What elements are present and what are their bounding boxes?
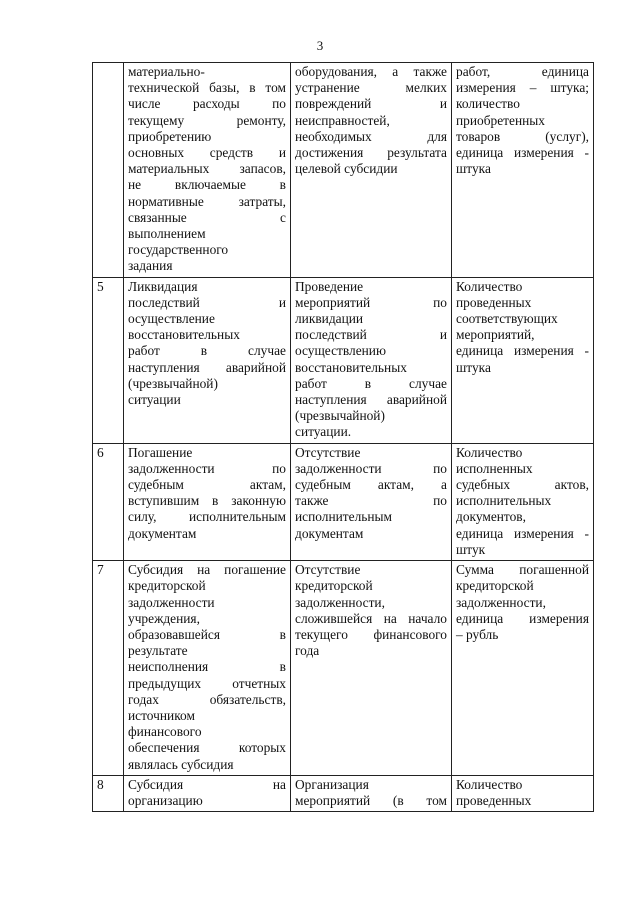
row-number [93, 63, 124, 278]
measure-cell [124, 63, 291, 278]
text-line: вступившим в законную [128, 493, 286, 509]
text-line: ликвидации [295, 311, 364, 327]
text-line: силу, исполнительным [128, 509, 286, 525]
text-line: исполнительным [295, 509, 393, 525]
text-line: достижения результата [295, 145, 447, 161]
measure-cell [124, 277, 291, 443]
text-line: единица измерения - [456, 525, 589, 541]
table-row [93, 775, 594, 811]
text-line: годах обязательств, [128, 691, 286, 707]
table-row [93, 561, 594, 776]
text-line: работ в случае [128, 343, 286, 359]
measure-cell [124, 561, 291, 776]
text-line: организацию [128, 792, 203, 808]
text-line: проведенных [456, 294, 532, 310]
result-cell [291, 443, 452, 560]
text-line: ситуации. [295, 424, 352, 440]
text-line: Погашение [128, 444, 193, 460]
text-line: штук [456, 541, 486, 557]
text-line: наступления аварийной [295, 392, 447, 408]
text-line: осуществление [128, 311, 215, 327]
result-cell [291, 561, 452, 776]
text-line: образовавшейся в [128, 626, 286, 642]
text-line: документам [128, 525, 197, 541]
text-line: восстановительных [295, 359, 407, 375]
row-number: 7 [93, 561, 124, 776]
text-line: Субсидия на [128, 776, 286, 792]
text-line: исполненных [456, 460, 533, 476]
text-line: задолженности по [295, 460, 447, 476]
table-row [93, 63, 594, 278]
measure-cell [124, 775, 291, 811]
table-row [93, 443, 594, 560]
text-line: единица измерения - [456, 145, 589, 161]
text-line: нормативные затраты, [128, 193, 286, 209]
text-line: Отсутствие [295, 444, 361, 460]
text-line: Сумма погашенной [456, 562, 589, 578]
text-line: являлась субсидия [128, 756, 234, 772]
row-number: 5 [93, 277, 124, 443]
text-line: Проведение [295, 278, 364, 294]
text-line: исполнительных [456, 493, 552, 509]
text-line: задолженности, [295, 594, 385, 610]
text-line: Субсидия на погашение [128, 562, 286, 578]
page-number: 3 [316, 38, 324, 53]
text-line: связанные с [128, 209, 286, 225]
text-line: ситуации [128, 392, 181, 408]
text-line: единица измерения [456, 610, 589, 626]
text-line: целевой субсидии [295, 161, 398, 177]
text-line: предыдущих отчетных [128, 675, 286, 691]
text-line: года [295, 643, 320, 659]
result-cell [291, 775, 452, 811]
text-line: результате [128, 643, 188, 659]
text-line: Организация [295, 776, 369, 792]
text-line: неисполнения в [128, 659, 286, 675]
text-line: не включаемые в [128, 177, 286, 193]
text-line: финансового [128, 724, 202, 740]
text-line: неисправностей, [295, 112, 390, 128]
row-number: 6 [93, 443, 124, 560]
text-line: технической базы, в том [128, 80, 286, 96]
measure-cell [124, 443, 291, 560]
text-line: источником [128, 707, 195, 723]
text-line: повреждений и [295, 96, 447, 112]
text-line: (чрезвычайной) [295, 408, 385, 424]
text-line: кредиторской [295, 578, 373, 594]
text-line: приобретению [128, 128, 212, 144]
text-line: задолженности [128, 594, 215, 610]
text-line: последствий и [295, 327, 447, 343]
text-line: штука [456, 161, 491, 177]
row-number: 8 [93, 775, 124, 811]
result-cell [291, 63, 452, 278]
text-line: штука [456, 359, 491, 375]
text-line: восстановительных [128, 327, 240, 343]
text-line: также по [295, 493, 447, 509]
text-line: задания [128, 258, 173, 274]
text-line: материальных запасов, [128, 161, 286, 177]
text-line: необходимых для [295, 128, 447, 144]
table-row [93, 277, 594, 443]
text-line: мероприятий, [456, 327, 535, 343]
text-line: Количество [456, 444, 523, 460]
text-line: документам [295, 525, 364, 541]
text-line: учреждения, [128, 610, 200, 626]
text-line: судебных актов, [456, 477, 589, 493]
indicator-cell [452, 277, 594, 443]
text-line: устранение мелких [295, 80, 447, 96]
text-line: осуществлению [295, 343, 386, 359]
text-line: Количество [456, 776, 523, 792]
text-line: текущему ремонту, [128, 112, 286, 128]
text-line: Отсутствие [295, 562, 361, 578]
indicator-cell [452, 443, 594, 560]
text-line: наступления аварийной [128, 359, 286, 375]
text-line: обеспечения которых [128, 740, 286, 756]
text-line: измерения – штука; [456, 80, 589, 96]
table-body [93, 63, 594, 812]
text-line: проведенных [456, 792, 532, 808]
text-line: числе расходы по [128, 96, 286, 112]
indicator-cell [452, 775, 594, 811]
text-line: основных средств и [128, 145, 286, 161]
text-line: мероприятий по [295, 294, 447, 310]
text-line: материально- [128, 64, 205, 79]
text-line: работ, единица [456, 64, 589, 79]
text-line: кредиторской [456, 578, 534, 594]
text-line: выполнением [128, 226, 206, 242]
text-line: кредиторской [128, 578, 206, 594]
text-line: государственного [128, 242, 229, 258]
text-line: мероприятий (в том [295, 792, 447, 808]
indicator-cell [452, 561, 594, 776]
text-line: Количество [456, 278, 523, 294]
text-line: судебным актам, а [295, 477, 447, 493]
text-line: соответствующих [456, 311, 558, 327]
text-line: Ликвидация [128, 278, 198, 294]
text-line: документов, [456, 509, 526, 525]
text-line: текущего финансового [295, 626, 447, 642]
text-line: работ в случае [295, 375, 447, 391]
text-line: последствий и [128, 294, 286, 310]
subsidy-table [92, 62, 594, 812]
text-line: единица измерения - [456, 343, 589, 359]
text-line: товаров (услуг), [456, 128, 589, 144]
text-line: задолженности, [456, 594, 546, 610]
indicator-cell [452, 63, 594, 278]
text-line: судебным актам, [128, 477, 286, 493]
text-line: – рубль [456, 626, 499, 642]
result-cell [291, 277, 452, 443]
text-line: количество [456, 96, 520, 112]
text-line: приобретенных [456, 112, 545, 128]
text-line: задолженности по [128, 460, 286, 476]
text-line: (чрезвычайной) [128, 375, 218, 391]
text-line: сложившейся на начало [295, 610, 447, 626]
text-line: оборудования, а также [295, 64, 447, 79]
